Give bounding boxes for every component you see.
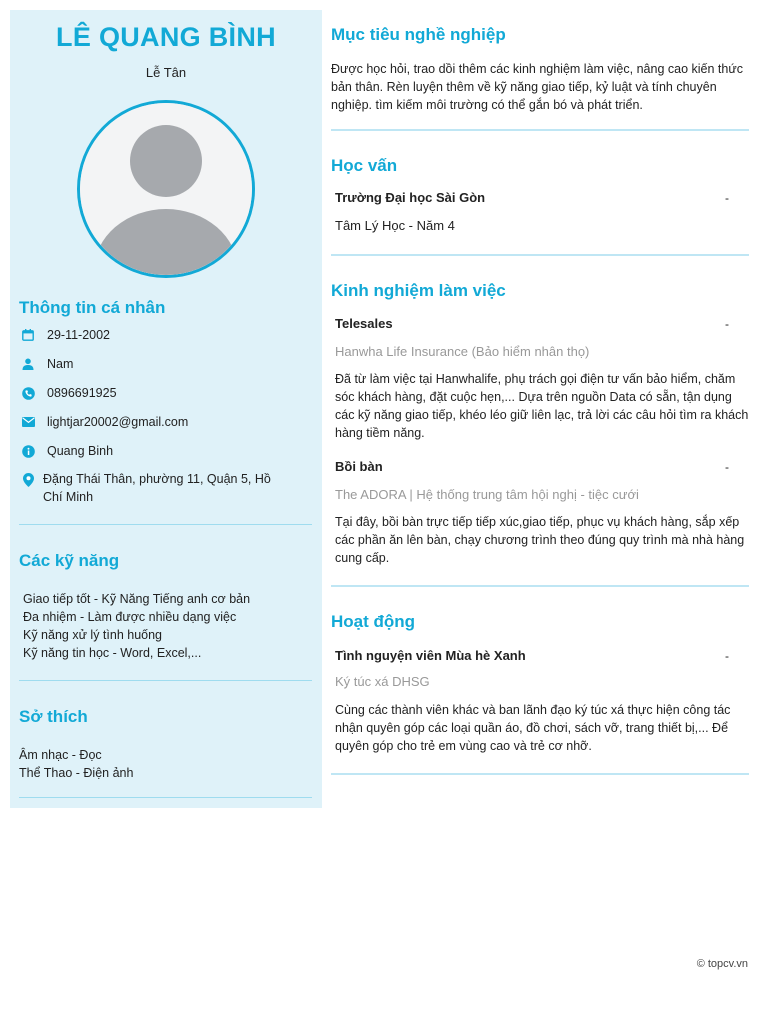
date-range: - xyxy=(725,649,729,663)
activities-heading: Hoạt động xyxy=(331,612,416,631)
footer-credit: © topcv.vn xyxy=(696,958,748,970)
phone-value: 0896691925 xyxy=(47,386,117,400)
objective-heading: Mục tiêu nghề nghiệp xyxy=(331,25,506,44)
hometown-value: Quang Binh xyxy=(47,444,114,458)
job-title: Bồi bàn xyxy=(335,459,383,474)
email-icon xyxy=(19,413,37,431)
hobby-item: Thể Thao - Điện ảnh xyxy=(19,766,134,780)
job-title: Telesales xyxy=(335,316,393,331)
candidate-name: LÊ QUANG BÌNH xyxy=(56,22,276,52)
divider xyxy=(19,680,312,681)
hometown-row xyxy=(19,442,309,460)
organization: Ký túc xá DHSG xyxy=(335,674,430,689)
objective-text: Được học hỏi, trao dồi thêm các kinh nghiệm làm việc, nâng cao kiến thức bản thân. Rèn luyện thêm về kỹ năng giao tiếp, kỷ luật và tính chuyên nghiệp. tìm kiếm môi trường có thể gắn bó và phát triển. xyxy=(331,62,743,112)
skill-item: Kỹ năng tin học - Word, Excel,... xyxy=(23,646,202,660)
phone-row xyxy=(19,384,309,402)
email-row xyxy=(19,413,309,431)
activity-title: Tình nguyện viên Mùa hè Xanh xyxy=(335,648,526,663)
calendar-icon xyxy=(19,326,37,344)
skill-item: Đa nhiệm - Làm được nhiều dạng việc xyxy=(23,610,237,624)
address-row xyxy=(19,470,309,506)
birthday-value: 29-11-2002 xyxy=(47,328,111,342)
email-value: lightjar20002@gmail.com xyxy=(47,415,189,429)
divider xyxy=(331,773,749,775)
birthday-row xyxy=(19,326,309,344)
skills-heading: Các kỹ năng xyxy=(19,551,120,570)
job-description: Đã từ làm việc tại Hanwhalife, phụ trách gọi điện tư vấn bảo hiểm, chăm sóc khách hàng, đặt cuộc hẹn,... Dựa trên nguồn Data có sẵn, tận dụng các kỹ năng giao tiếp, khéo léo giữ liên lạc, trả lời các câu hỏi tìm ra khách hàng tiềm năng. xyxy=(335,372,749,440)
hobbies-list xyxy=(19,746,133,782)
person-icon xyxy=(19,355,37,373)
phone-icon xyxy=(19,384,37,402)
personal-info-heading: Thông tin cá nhân xyxy=(19,298,166,317)
divider xyxy=(331,254,749,256)
date-range: - xyxy=(725,317,729,331)
skills-list xyxy=(23,590,250,662)
divider xyxy=(331,129,749,131)
avatar-placeholder-icon xyxy=(80,103,252,275)
sidebar xyxy=(10,10,322,808)
address-value: Đặng Thái Thân, phường 11, Quận 5, Hồ Chí Minh xyxy=(43,472,271,504)
date-range: - xyxy=(725,460,729,474)
education-heading: Học vấn xyxy=(331,156,398,175)
company-name: Hanwha Life Insurance (Bảo hiểm nhân thọ) xyxy=(335,344,590,359)
job-position: Lễ Tân xyxy=(145,65,187,80)
gender-row xyxy=(19,355,309,373)
experience-heading: Kinh nghiệm làm việc xyxy=(331,281,506,300)
activity-description: Cùng các thành viên khác và ban lãnh đạo ký túc xá thực hiện công tác nhận quyên góp các loại quần áo, đồ chơi, sách vỡ, trang thiết bị,... Để quyên góp cho trẻ em vùng cao và trẻ cơ nhỡ. xyxy=(335,703,731,753)
date-range: - xyxy=(725,191,729,205)
major: Tâm Lý Học - Năm 4 xyxy=(335,218,455,233)
gender-value: Nam xyxy=(47,357,74,371)
divider xyxy=(19,797,312,798)
company-name: The ADORA | Hệ thống trung tâm hội nghị - tiệc cưới xyxy=(335,487,639,502)
info-icon xyxy=(19,442,37,460)
school-name: Trường Đại học Sài Gòn xyxy=(335,190,486,205)
job-description: Tại đây, bồi bàn trực tiếp tiếp xúc,giao tiếp, phục vụ khách hàng, sắp xếp các phần ăn lên bàn, chạy chương trình theo đúng quy trình mà nhà hàng cung cấp. xyxy=(335,515,745,565)
hobbies-heading: Sở thích xyxy=(19,707,88,726)
divider xyxy=(19,524,312,525)
skill-item: Kỹ năng xử lý tình huống xyxy=(23,628,163,642)
hobby-item: Âm nhạc - Đọc xyxy=(19,748,102,762)
avatar xyxy=(77,100,255,278)
location-icon xyxy=(19,470,37,488)
divider xyxy=(331,585,749,587)
skill-item: Giao tiếp tốt - Kỹ Năng Tiếng anh cơ bản xyxy=(23,592,251,606)
